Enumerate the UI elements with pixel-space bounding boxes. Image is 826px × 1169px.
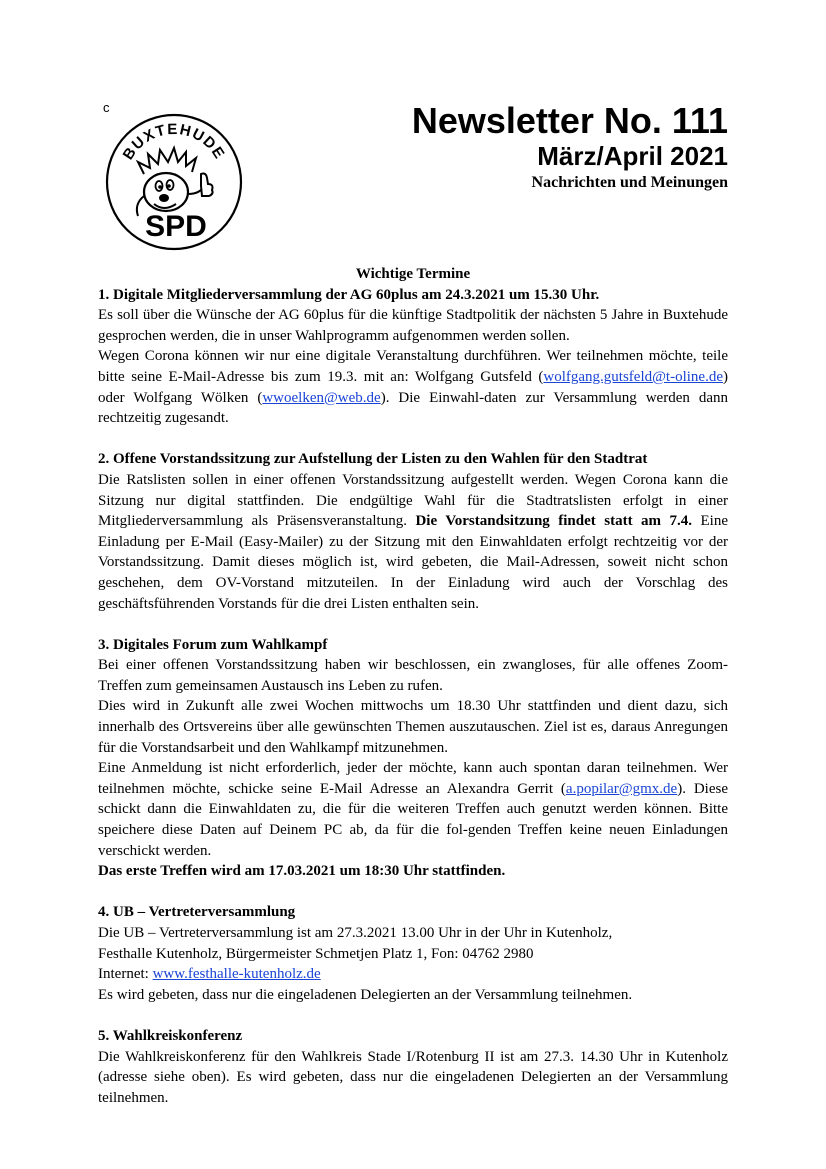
item-5-heading: 5. Wahlkreiskonferenz <box>98 1027 243 1044</box>
item-3-bold-note: Das erste Treffen wird am 17.03.2021 um 18:30 Uhr stattfinden. <box>98 863 506 880</box>
newsletter-title: Newsletter No. 111 <box>411 100 728 141</box>
corner-mark: c <box>103 100 110 115</box>
item-3-paragraph-3: Eine Anmeldung ist nicht erforderlich, jeder der möchte, kann auch spontan daran teilnehmen. Wer teilnehmen möchte, schicke seine E-Mail Adresse an Alexandra Gerrit (a.popilar@gmx.de). Diese schickt dann die Einwahldaten zu, die für die weiteren Treffen auch genutzt werden können. Bitte speichere diese Daten auf Deinem PC ab, da für die fol-genden Treffen keine neuen Einladungen verschickt werden. <box>98 760 728 859</box>
item-2-paragraph: Die Ratslisten sollen in einer offenen Vorstandssitzung aufgestellt werden. Wegen Corona kann die Sitzung nur digital stattfinden. Die endgültige Wahl für die Stadtratslisten erfolgt in einer Mitgliederversammlung als Präsensveranstaltung. Die Vorstandsitzung findet statt am 7.4. Eine Einladung per E-Mail (Easy-Mailer) zu der Sitzung mit den Einwahldaten erfolgt rechtzeitig vor der Vorstandssitzung. Damit dieses möglich ist, wird gebeten, die Mail-Adressen, soweit nicht schon geschehen, dem OV-Vorstand mitzuteilen. In der Einladung wird auch der Vorschlag des geschäftsführenden Vorstands für die drei Listen enthalten sein. <box>98 471 728 612</box>
item-4-heading: 4. UB – Vertreterversammlung <box>98 904 296 921</box>
item-4-line-1: Die UB – Vertreterversammlung ist am 27.3.2021 13.00 Uhr in der Uhr in Kutenholz, <box>98 925 613 941</box>
item-3-heading: 3. Digitales Forum zum Wahlkampf <box>98 636 328 653</box>
email-link-woelken[interactable]: wwoelken@web.de <box>262 389 381 406</box>
email-link-popilar[interactable]: a.popilar@gmx.de <box>565 780 678 797</box>
item-3-paragraph-1: Bei einer offenen Vorstandssitzung haben wir beschlossen, ein zwangloses, für alle offenes Zoom-Treffen zum gemeinsamen Austausch ins Leben zu rufen. <box>98 657 728 694</box>
website-link[interactable]: www.festhalle-kutenholz.de <box>152 966 321 983</box>
email-link-gutsfeld[interactable]: wolfgang.gutsfeld@t-oline.de <box>543 368 723 385</box>
newsletter-date: März/April 2021 <box>537 141 728 171</box>
logo-arc-text: BUXTEHUDE <box>119 120 229 163</box>
spd-buxtehude-logo <box>104 112 244 252</box>
logo-party-text: SPD <box>145 210 207 243</box>
section-title: Wichtige Termine <box>355 266 471 282</box>
newsletter-body <box>98 264 728 1108</box>
item-1-paragraph-1: Es soll über die Wünsche der AG 60plus für die künftige Stadtpolitik der nächsten 5 Jahre in Buxtehude gesprochen werden, die in unser Wahlprogramm aufgenommen werden sollen. <box>98 307 728 344</box>
newsletter-subtitle: Nachrichten und Meinungen <box>531 174 728 191</box>
item-5-paragraph: Die Wahlkreiskonferenz für den Wahlkreis Stade I/Rotenburg II ist am 27.3. 14.30 Uhr in Kutenholz (adresse siehe oben). Es wird gebeten, dass nur die eingeladenen Delegierten an der Versammlung teilnehmen. <box>98 1048 728 1106</box>
item-2-heading: 2. Offene Vorstandssitzung zur Aufstellung der Listen zu den Wahlen für den Stadtrat <box>98 451 648 468</box>
item-4-line-3: Internet: www.festhalle-kutenholz.de <box>98 966 321 983</box>
item-1-paragraph-2: Wegen Corona können wir nur eine digitale Veranstaltung durchführen. Wer teilnehmen möchte, teile bitte seine E-Mail-Adresse bis zum 19.3. mit an: Wolfgang Gutsfeld (wolfgang.gutsfeld@t-oline.de) oder Wolfgang Wölken (wwoelken@web.de). Die Einwahl-daten zur Versammlung werden dann rechtzeitig zugesandt. <box>98 348 729 427</box>
item-1-heading: 1. Digitale Mitgliederversammlung der AG 60plus am 24.3.2021 um 15.30 Uhr. <box>98 286 600 303</box>
item-3-paragraph-2: Dies wird in Zukunft alle zwei Wochen mittwochs um 18.30 Uhr stattfinden und dient dazu, sich innerhalb des Ortsvereins über alle gewünschten Themen auszutauschen. Ziel ist es, daraus Anregungen für die Vorstandsarbeit und den Wahlkampf mitzunehmen. <box>98 698 728 756</box>
item-4-line-4: Es wird gebeten, dass nur die eingeladenen Delegierten an der Versammlung teilnehmen. <box>98 986 633 1003</box>
item-4-line-2: Festhalle Kutenholz, Bürgermeister Schmetjen Platz 1, Fon: 04762 2980 <box>98 945 534 962</box>
